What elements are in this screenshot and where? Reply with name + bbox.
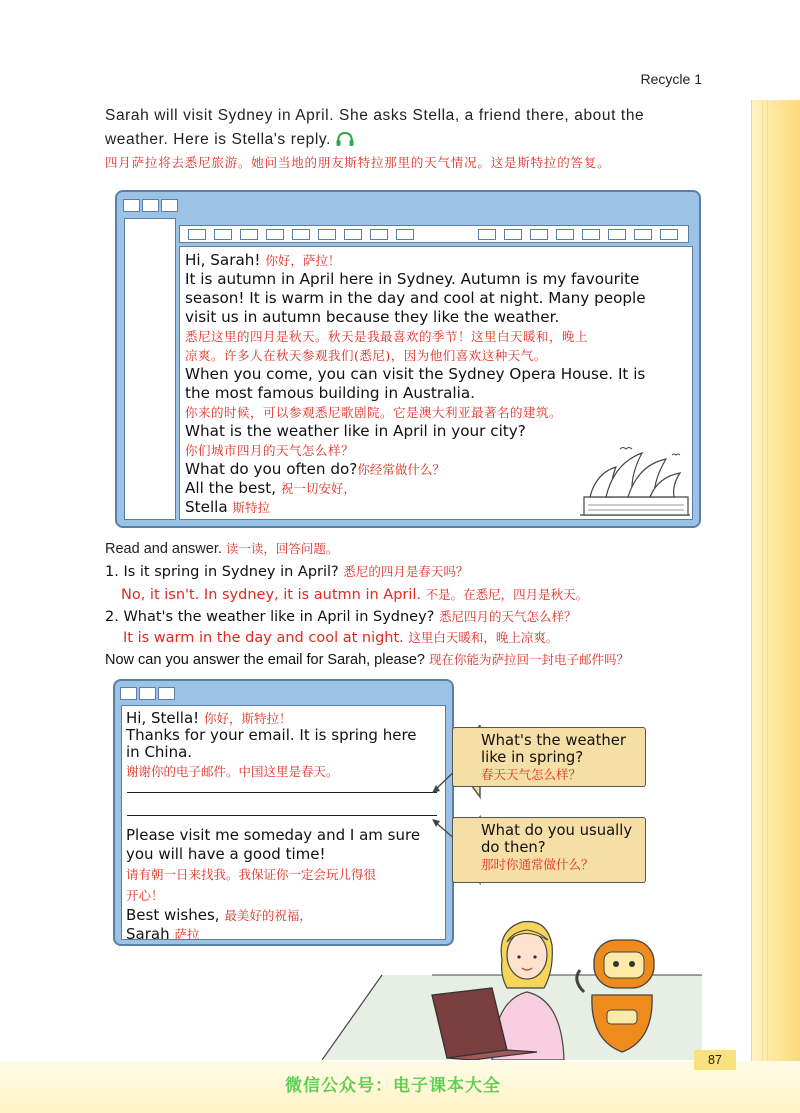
reply-translation: 谢谢你的电子邮件。中国这里是春天。 <box>126 764 339 779</box>
section-label: Recycle 1 <box>640 71 702 87</box>
toolbar-button[interactable] <box>318 229 336 240</box>
window-button[interactable] <box>120 687 137 700</box>
toolbar-button[interactable] <box>478 229 496 240</box>
reply-closing-translation: 最美好的祝福， <box>224 908 312 923</box>
body-line: the most famous building in Australia. <box>185 384 475 402</box>
headphones-icon[interactable] <box>335 131 355 155</box>
closing-translation: 祝一切安好， <box>280 481 356 496</box>
toolbar-button[interactable] <box>582 229 600 240</box>
window-button[interactable] <box>123 199 140 212</box>
reply-closing: Best wishes, <box>126 906 220 924</box>
answer-1-translation: 不是。在悉尼，四月是秋天。 <box>425 587 589 602</box>
greeting-translation: 你好，萨拉！ <box>265 253 341 268</box>
body-translation: 悉尼这里的四月是秋天。秋天是我最喜欢的季节！这里白天暖和，晚上 <box>185 329 589 344</box>
toolbar-button[interactable] <box>188 229 206 240</box>
body-translation: 凉爽。许多人在秋天参观我们(悉尼)，因为他们喜欢这种天气。 <box>185 348 547 363</box>
prompt-text: Now can you answer the email for Sarah, please? <box>105 652 425 668</box>
window-sidebar <box>124 218 176 520</box>
body-translation: 你来的时候，可以参观悉尼歌剧院。它是澳大利亚最著名的建筑。 <box>185 405 563 420</box>
question-1 <box>105 562 468 580</box>
greeting-line <box>185 251 690 270</box>
hint-text: do then? <box>481 839 546 856</box>
answer-1-text: No, it isn't. In sydney, it is autmn in April. <box>121 587 422 603</box>
hint-bubble-weather <box>452 727 646 787</box>
closing: All the best, <box>185 479 277 497</box>
question-1-text: 1. Is it spring in Sydney in April? <box>105 564 339 580</box>
body-line: It is autumn in April here in Sydney. Autumn is my favourite <box>185 270 640 288</box>
window-button[interactable] <box>139 687 156 700</box>
question-text: What do you often do? <box>185 460 358 478</box>
toolbar-button[interactable] <box>396 229 414 240</box>
toolbar-button[interactable] <box>266 229 284 240</box>
intro-text <box>105 104 705 155</box>
toolbar-button[interactable] <box>504 229 522 240</box>
email-prompt <box>105 650 629 668</box>
reply-signature: Sarah <box>126 925 170 943</box>
question-1-translation: 悉尼的四月是春天吗？ <box>343 564 469 579</box>
signature-translation: 斯特拉 <box>232 500 271 515</box>
question-line: What is the weather like in April in your city? <box>185 422 526 440</box>
answer-2-text: It is warm in the day and cool at night. <box>123 630 404 646</box>
question-translation: 你们城市四月的天气怎么样？ <box>185 443 355 458</box>
signature: Stella <box>185 498 228 516</box>
toolbar-button[interactable] <box>660 229 678 240</box>
page-number: 87 <box>694 1050 736 1070</box>
answer-1 <box>121 585 588 603</box>
window-button[interactable] <box>142 199 159 212</box>
exercise-title-translation: 读一读，回答问题。 <box>225 541 339 556</box>
hint-bubble-activities <box>452 817 646 883</box>
toolbar-button[interactable] <box>530 229 548 240</box>
toolbar-button[interactable] <box>292 229 310 240</box>
intro-line-1: Sarah will visit Sydney in April. She asks Stella, a friend there, about the <box>105 107 645 124</box>
window-button[interactable] <box>158 687 175 700</box>
body-line: When you come, you can visit the Sydney Opera House. It is <box>185 365 646 383</box>
toolbar-button[interactable] <box>240 229 258 240</box>
answer-blank-line[interactable] <box>127 815 437 816</box>
toolbar-button[interactable] <box>634 229 652 240</box>
answer-2-translation: 这里白天暖和，晚上凉爽。 <box>408 630 559 645</box>
answer-2 <box>123 628 558 646</box>
reply-greeting-line <box>126 710 446 727</box>
hint-text: like in spring? <box>481 749 584 766</box>
girl-and-robot-illustration <box>322 900 702 1060</box>
reply-line: Please visit me someday and I am sure <box>126 826 421 844</box>
hint-translation: 春天天气怎么样？ <box>481 767 582 782</box>
email-body <box>179 246 693 520</box>
intro-translation: 四月萨拉将去悉尼旅游。她问当地的朋友斯特拉那里的天气情况。这是斯特拉的答复。 <box>105 155 611 170</box>
question-translation: 你经常做什么？ <box>357 462 445 477</box>
toolbar-button[interactable] <box>370 229 388 240</box>
toolbar-button[interactable] <box>556 229 574 240</box>
toolbar-button[interactable] <box>214 229 232 240</box>
reply-translation: 请有朝一日来找我。我保证你一定会玩儿得很 <box>126 867 377 882</box>
watermark: 微信公众号：电子课本大全 <box>285 1076 501 1096</box>
reply-translation: 开心！ <box>126 888 164 903</box>
window-controls <box>120 687 175 700</box>
hint-text: What's the weather <box>481 732 626 749</box>
reply-line: Thanks for your email. It is spring here <box>126 726 417 744</box>
exercise-title-text: Read and answer. <box>105 541 222 557</box>
answer-blank-line[interactable] <box>127 792 437 793</box>
greeting: Hi, Sarah! <box>185 251 261 269</box>
prompt-translation: 现在你能为萨拉回一封电子邮件吗？ <box>429 652 630 667</box>
toolbar-button[interactable] <box>608 229 626 240</box>
opera-house-illustration <box>580 429 690 517</box>
email-window-stella <box>115 190 701 528</box>
reply-greeting: Hi, Stella! <box>126 709 200 727</box>
exercise-title <box>105 539 338 557</box>
reply-greeting-translation: 你好，斯特拉！ <box>203 711 292 726</box>
question-2-text: 2. What's the weather like in April in Sydney? <box>105 609 435 625</box>
hint-translation: 那时你通常做什么？ <box>481 857 594 872</box>
reply-line: you will have a good time! <box>126 845 326 863</box>
body-line: visit us in autumn because they like the weather. <box>185 308 560 326</box>
hint-text: What do you usually <box>481 822 633 839</box>
window-toolbar <box>179 225 689 243</box>
body-line: season! It is warm in the day and cool at night. Many people <box>185 289 646 307</box>
reply-email-text <box>126 710 446 782</box>
reply-line: in China. <box>126 743 193 761</box>
toolbar-button[interactable] <box>344 229 362 240</box>
question-2 <box>105 607 577 625</box>
window-button[interactable] <box>161 199 178 212</box>
question-2-translation: 悉尼四月的天气怎么样？ <box>439 609 577 624</box>
book-page-edge <box>751 100 800 1113</box>
reply-signature-translation: 萨拉 <box>174 927 200 942</box>
intro-line-2: weather. Here is Stella's reply. <box>105 131 332 148</box>
window-controls <box>123 199 178 212</box>
